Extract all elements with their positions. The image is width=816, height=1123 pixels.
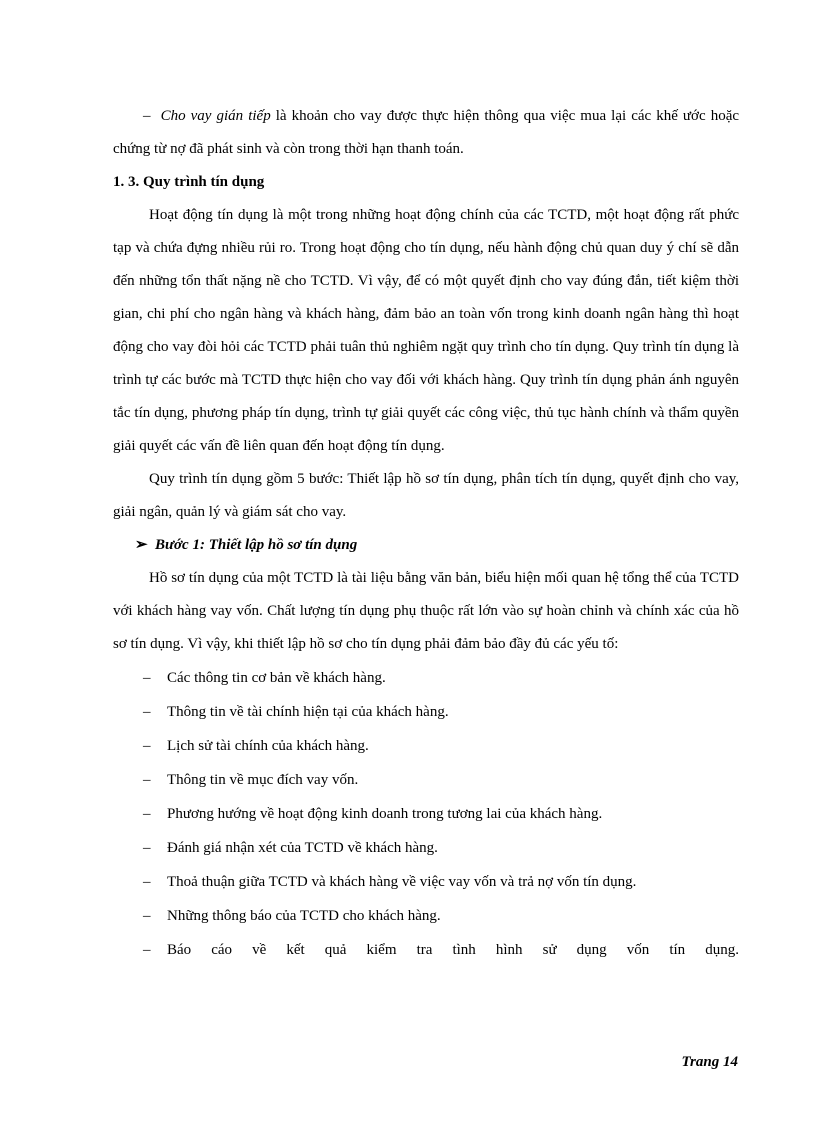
list-item <box>113 831 739 865</box>
list-dash: – <box>143 704 151 720</box>
list-item-text: Thoả thuận giữa TCTD và khách hàng về việc vay vốn và trả nợ vốn tín dụng. <box>167 874 637 890</box>
intro-text: là khoản cho vay được thực hiện thông qua việc mua lại các khế ước hoặc chứng từ nợ đã phát sinh và còn trong thời hạn thanh toán. <box>113 108 740 157</box>
list-item-text: Thông tin về tài chính hiện tại của khách hàng. <box>167 704 449 720</box>
list-item <box>113 899 739 933</box>
intro-term: Cho vay gián tiếp <box>160 108 271 124</box>
list-dash: – <box>143 772 151 788</box>
step1-paragraph: Hồ sơ tín dụng của một TCTD là tài liệu bằng văn bản, biểu hiện mối quan hệ tổng thể của TCTD với khách hàng vay vốn. Chất lượng tín dụng phụ thuộc rất lớn vào sự hoàn chỉnh và chính xác của hồ sơ tín dụng. Vì vậy, khi thiết lập hồ sơ cho tín dụng phải đảm bảo đầy đủ các yếu tố: <box>113 570 739 652</box>
requirements-list <box>113 661 739 967</box>
section-heading: 1. 3. Quy trình tín dụng <box>113 174 265 190</box>
list-item <box>113 797 739 831</box>
document-page <box>113 100 739 967</box>
list-dash: – <box>143 942 151 958</box>
list-item-text: Những thông báo của TCTD cho khách hàng. <box>167 908 441 924</box>
list-item-text: Thông tin về mục đích vay vốn. <box>167 772 359 788</box>
step1-heading <box>135 529 739 562</box>
list-dash: – <box>143 738 151 754</box>
list-dash: – <box>143 806 151 822</box>
list-item-text: Các thông tin cơ bản về khách hàng. <box>167 670 386 686</box>
list-dash: – <box>143 874 151 890</box>
list-dash: – <box>143 840 151 856</box>
intro-dash: – <box>143 108 151 124</box>
list-item <box>113 729 739 763</box>
body-paragraph-2: Quy trình tín dụng gồm 5 bước: Thiết lập hồ sơ tín dụng, phân tích tín dụng, quyết định cho vay, giải ngân, quản lý và giám sát cho vay. <box>113 471 739 520</box>
list-item-text: Phương hướng về hoạt động kinh doanh trong tương lai của khách hàng. <box>167 806 603 822</box>
list-item <box>113 661 739 695</box>
list-item <box>113 933 739 967</box>
body-paragraph-1: Hoạt động tín dụng là một trong những hoạt động chính của các TCTD, một hoạt động rất phức tạp và chứa đựng nhiều rủi ro. Trong hoạt động cho tín dụng, nếu hành động chủ quan duy ý chí sẽ dẫn đến những tổn thất nặng nề cho TCTD. Vì vậy, để có một quyết định cho vay đúng đắn, tiết kiệm thời gian, chi phí cho ngân hàng và khách hàng, đảm bảo an toàn vốn trong kinh doanh ngân hàng thì hoạt động cho vay đòi hỏi các TCTD phải tuân thủ nghiêm ngặt quy trình cho tín dụng. Quy trình tín dụng là trình tự các bước mà TCTD thực hiện cho vay đối với khách hàng. Quy trình tín dụng phản ánh nguyên tắc tín dụng, phương pháp tín dụng, trình tự giải quyết các công việc, thủ tục hành chính và thẩm quyền giải quyết các vấn đề liên quan đến hoạt động tín dụng. <box>113 207 739 454</box>
list-item <box>113 695 739 729</box>
page-number: Trang 14 <box>681 1054 738 1070</box>
arrow-bullet-icon: ➢ <box>135 537 148 553</box>
list-item <box>113 865 739 899</box>
list-dash: – <box>143 908 151 924</box>
list-dash: – <box>143 670 151 686</box>
step1-title: Bước 1: Thiết lập hồ sơ tín dụng <box>155 537 358 553</box>
list-item-text: Báo cáo về kết quả kiểm tra tình hình sử dụng vốn tín dụng. <box>167 942 739 958</box>
list-item <box>113 763 739 797</box>
list-item-text: Lịch sử tài chính của khách hàng. <box>167 738 369 754</box>
list-item-text: Đánh giá nhận xét của TCTD về khách hàng. <box>167 840 438 856</box>
intro-paragraph <box>113 100 739 166</box>
